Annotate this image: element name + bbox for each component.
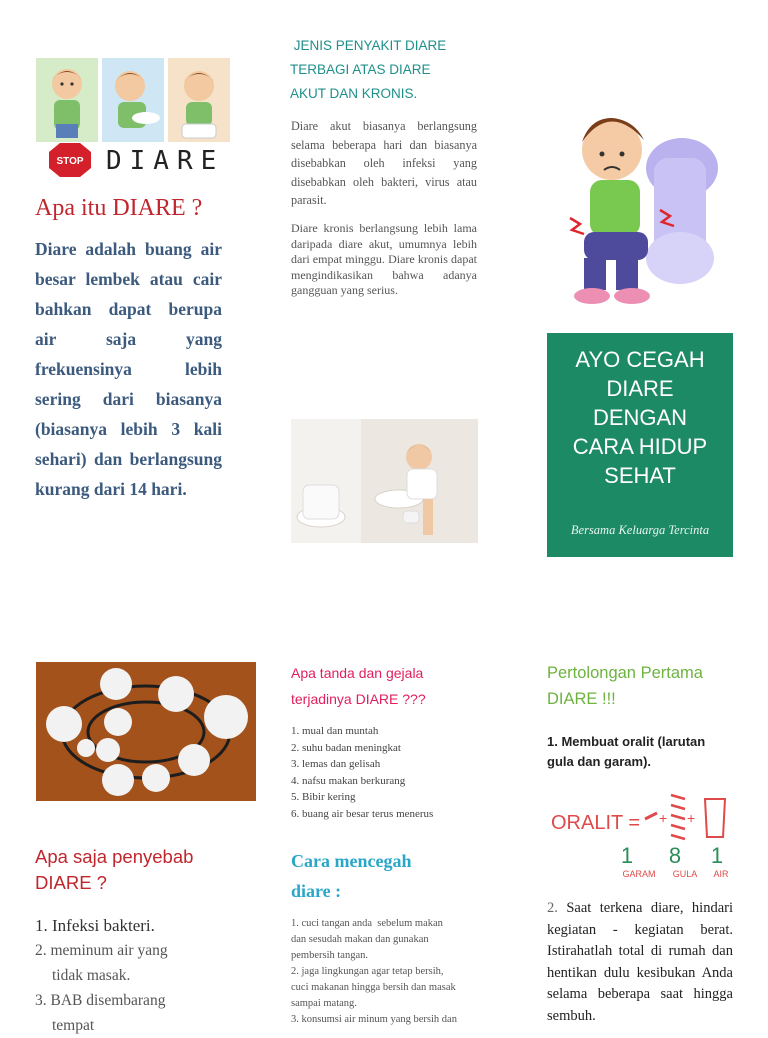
symptom-item: 5. Bibir kering bbox=[291, 791, 356, 803]
prevention-heading-line: diare : bbox=[291, 881, 342, 901]
what-is-diare-paragraph: Diare adalah buang air besar lembek atau cair bahkan dapat berupa air saja yang frekuensinya lebih sering dari biasanya (biasanya lebih 3 kali sehari) dan berlangsung kurang dari 14 hari. bbox=[35, 239, 222, 499]
toilet-boy-illustration bbox=[550, 98, 730, 313]
stop-sign-icon bbox=[48, 142, 92, 178]
first-aid-heading-line: DIARE !!! bbox=[547, 690, 616, 708]
symptom-item: 4. nafsu makan berkurang bbox=[291, 774, 406, 787]
diare-logo-word: DIARE bbox=[106, 146, 225, 176]
disease-types-heading-line: TERBAGI ATAS DIARE bbox=[290, 62, 431, 77]
first-aid-step-1-line: gula dan garam). bbox=[547, 754, 652, 769]
kid-illustration-3 bbox=[168, 58, 230, 142]
first-aid-heading bbox=[547, 660, 747, 712]
oralit-label: GARAM bbox=[622, 869, 656, 879]
svg-text:+: + bbox=[659, 810, 668, 826]
kid-illustration-2 bbox=[102, 58, 164, 142]
prevention-list bbox=[291, 916, 481, 1024]
prevention-line: sampai matang. bbox=[291, 998, 357, 1009]
symptoms-list bbox=[291, 723, 481, 822]
first-aid-step-1 bbox=[547, 732, 747, 772]
prevention-line: dan sesudah makan dan gunakan bbox=[291, 934, 429, 945]
prevention-heading-line: Cara mencegah bbox=[291, 851, 412, 871]
oralit-number: 8 bbox=[668, 843, 682, 868]
oralit-word: ORALIT = bbox=[551, 812, 641, 834]
cause-item: 1. Infeksi bakteri. bbox=[35, 916, 155, 935]
acute-diare-paragraph: Diare akut biasanya berlangsung selama beberapa hari dan biasanya disebabkan oleh infeksi yang disebabkan oleh bakteri, virus atau parasit. bbox=[291, 119, 477, 207]
first-aid-step-2-text: Saat terkena diare, hindari kegiatan - kegiatan berat. Istirahatlah total di rumah dan hentikan dulu kesibukan Anda selama beberapa saat hingga sembuh. bbox=[547, 900, 733, 1024]
symptom-item: 1. mual dan muntah bbox=[291, 725, 379, 737]
oralit-number: 1 bbox=[620, 843, 634, 868]
first-aid-step-1-line: 1. Membuat oralit (larutan bbox=[547, 734, 706, 749]
prevention-heading bbox=[291, 846, 481, 906]
symptoms-heading bbox=[291, 660, 481, 712]
causes-heading bbox=[35, 844, 255, 896]
symptoms-heading-line: Apa tanda dan gejala bbox=[291, 665, 424, 681]
prevention-line: 3. konsumsi air minum yang bersih dan bbox=[291, 1014, 457, 1025]
cause-item: tidak masak. bbox=[52, 967, 131, 984]
prevention-panel bbox=[547, 333, 733, 557]
cause-item: tempat bbox=[52, 1017, 95, 1034]
first-aid-step-2 bbox=[547, 898, 733, 1027]
disease-types-heading-line: JENIS PENYAKIT DIARE bbox=[290, 38, 447, 53]
symptom-item: 2. suhu badan meningkat bbox=[291, 741, 401, 754]
boy-toilet-photo bbox=[291, 419, 478, 543]
disease-types-heading bbox=[290, 34, 480, 106]
causes-heading-line: Apa saja penyebab bbox=[35, 846, 194, 867]
symptom-item: 3. lemas dan gelisah bbox=[291, 758, 381, 770]
first-aid-heading-line: Pertolongan Pertama bbox=[547, 664, 703, 682]
chronic-diare-paragraph: Diare kronis berlangsung lebih lama daripada diare akut, umumnya lebih dari empat minggu. Diare kronis dapat mengindikasikan bahwa adanya gangguan yang serius. bbox=[291, 221, 477, 297]
diarrhea-causes-illustration bbox=[36, 662, 256, 801]
disease-types-heading-line: AKUT DAN KRONIS. bbox=[290, 86, 418, 101]
prevention-panel-title: AYO CEGAH DIARE DENGAN CARA HIDUP SEHAT bbox=[572, 347, 708, 488]
prevention-line: 2. jaga lingkungan agar tetap bersih, bbox=[291, 966, 444, 977]
diare-logo bbox=[36, 58, 230, 180]
symptom-item: 6. buang air besar terus menerus bbox=[291, 807, 434, 820]
prevention-line: 1. cuci tangan anda sebelum makan bbox=[291, 918, 443, 929]
oralit-illustration bbox=[547, 775, 733, 893]
oralit-label: AIR bbox=[713, 869, 729, 879]
symptoms-heading-line: terjadinya DIARE ??? bbox=[291, 691, 426, 707]
kid-illustration-1 bbox=[36, 58, 98, 142]
cause-item: 2. meminum air yang bbox=[35, 942, 168, 959]
oralit-label: GULA bbox=[672, 869, 698, 879]
prevention-line: cuci makanan hingga bersih dan masak bbox=[291, 982, 456, 993]
cause-item: 3. BAB disembarang bbox=[35, 992, 166, 1009]
svg-text:+: + bbox=[687, 810, 696, 826]
prevention-panel-subtitle: Bersama Keluarga Tercinta bbox=[570, 523, 710, 537]
causes-heading-line: DIARE ? bbox=[35, 872, 107, 893]
first-aid-step-2-number: 2. bbox=[547, 900, 558, 916]
causes-list bbox=[35, 913, 255, 1038]
prevention-line: pembersih tangan. bbox=[291, 950, 368, 961]
oralit-number: 1 bbox=[710, 843, 724, 868]
what-is-diare-heading: Apa itu DIARE ? bbox=[35, 195, 203, 221]
stop-sign-label: STOP bbox=[56, 156, 84, 167]
